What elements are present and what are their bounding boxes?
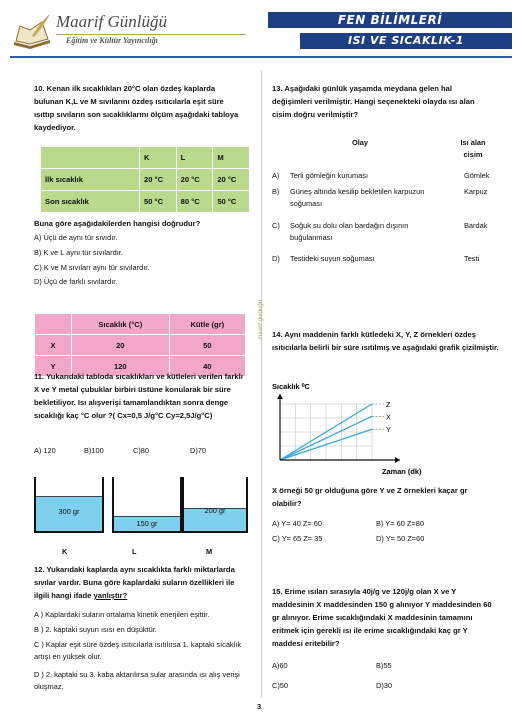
brand-tagline: Eğitim ve Kültür Yayıncılığı <box>66 36 158 45</box>
series-label-x: X <box>386 412 391 422</box>
q13-row-a-event: Terli gömleğin kuruması <box>290 171 369 180</box>
table-row <box>41 169 250 191</box>
water-mass-label: 300 gr <box>58 507 80 516</box>
series-label-z: Z <box>386 400 391 409</box>
q12-text-emph: yanlıştır? <box>93 591 128 600</box>
q11-option-b[interactable]: B)100 <box>84 446 104 455</box>
q14-option-d[interactable]: D) Y= 50 Z=60 <box>376 534 425 543</box>
q10-option-a[interactable]: A) Üçü de aynı tür sıvıdır. <box>34 233 118 242</box>
q12-text <box>34 563 248 602</box>
water-mass-label: 150 gr <box>136 519 158 528</box>
q15-option-d[interactable]: D)30 <box>376 681 393 690</box>
table-cell: Son sıcaklık <box>41 191 140 213</box>
beaker-l <box>112 477 182 533</box>
table-cell: 50 <box>169 335 245 356</box>
q10-option-c[interactable]: C) K ve M sıvıları aynı tür sıvılardır. <box>34 263 150 272</box>
q13-row-b-letter[interactable]: B) <box>272 187 280 196</box>
chart-xlabel: Zaman (dk) <box>382 467 422 476</box>
table-cell: 20 °C <box>213 169 250 191</box>
chart-series <box>280 400 391 460</box>
table-cell: İlk sıcaklık <box>41 169 140 191</box>
q14-option-a[interactable]: A) Y= 40 Z= 60 <box>272 519 322 528</box>
beaker-k-label: K <box>62 547 68 556</box>
q10-option-d[interactable]: D) Üçü de farklı sıvılardır. <box>34 277 118 286</box>
q10-prompt: Buna göre aşağıdakilerden hangisi doğrudur? <box>34 219 201 228</box>
beaker-m <box>182 477 248 533</box>
table-cell: X <box>35 335 72 356</box>
table-cell: Y <box>35 356 72 377</box>
q10-option-b[interactable]: B) K ve L aynı tür sıvılardır. <box>34 248 123 257</box>
q13-row-d-object: Testi <box>464 254 480 263</box>
q14-option-c[interactable]: C) Y= 65 Z= 35 <box>272 534 323 543</box>
table-cell: 40 <box>169 356 245 377</box>
q13-row-a-object: Gömlek <box>464 171 490 180</box>
brand-underline <box>56 34 246 35</box>
beaker-l-label: L <box>132 547 137 556</box>
q13-row-c-event: Soğuk su dolu olan bardağın dışının buğulanması <box>290 221 409 242</box>
q14-option-b[interactable]: B) Y= 60 Z=80 <box>376 519 424 528</box>
q13-row-a-letter[interactable]: A) <box>272 171 280 180</box>
table-cell: 120 <box>72 356 170 377</box>
y-axis-arrow <box>277 394 283 399</box>
q15-option-b[interactable]: B)55 <box>376 661 392 670</box>
table-row <box>35 335 246 356</box>
table-header <box>35 314 72 335</box>
subject-banner: FEN BİLİMLERİ <box>268 12 512 28</box>
book-quill-icon <box>12 12 52 52</box>
table-cell: 20 °C <box>176 169 213 191</box>
q13-row-c-letter[interactable]: C) <box>272 221 280 230</box>
q15-option-a[interactable]: A)60 <box>272 661 288 670</box>
chart-ylabel: Sıcaklık ⁰C <box>272 382 310 391</box>
beaker-m-label: M <box>206 547 213 556</box>
table-row <box>35 314 246 335</box>
q12-option-a[interactable]: A ) Kaplardaki suların ortalama kinetik enerjileri eşittir. <box>34 610 210 619</box>
q13-col-event: Olay <box>352 138 369 147</box>
column-divider <box>261 70 262 698</box>
q12-option-c[interactable]: C ) Kaplar eşit süre özdeş ısıtıcılarla ısıtılırsa 1. kaptaki sıcaklık artışı en yüksek olur. <box>34 640 242 661</box>
q13-row-d-event: Testideki suyun soğuması <box>290 254 375 263</box>
series-label-y: Y <box>386 425 391 435</box>
q12-option-b[interactable]: B ) 2. kaptaki suyun ısısı en düşüktür. <box>34 625 157 634</box>
table-cell: 50 °C <box>213 191 250 213</box>
water <box>36 496 102 531</box>
x-axis-arrow <box>395 457 400 463</box>
q15-text: 15. Erime ısıları sırasıyla 40j/g ve 120j/g olan X ve Y maddesinin X maddesinden 150 g alınıyor Y maddesinden 60 gr alınıyor. Erime sıcaklığındaki X maddesinin tamamını eritmek için gerekli ısı ile erime sıcaklığındaki kaç gr Y maddesi eritebilir? <box>272 587 492 648</box>
q13-col-object: Isı alan cisim <box>460 138 486 159</box>
topic-banner: ISI VE SICAKLIK-1 <box>300 33 512 49</box>
table-header: K <box>140 147 177 169</box>
q14-text: 14. Aynı maddenin farklı kütledeki X, Y, Z örnekleri özdeş ısıtıcılarla belirli bir süre ısıtılmış ve aşağıdaki grafik çizilmiştir. <box>272 330 499 352</box>
temperature-time-chart <box>272 380 502 480</box>
q14-question: X örneği 50 gr olduğuna göre Y ve Z örnekleri kaçar gr olabilir? <box>272 486 468 508</box>
table-cell: 50 °C <box>140 191 177 213</box>
q12-text-start: 12. Yukarıdaki kaplarda aynı sıcaklıkta farklı miktarlarda sıvılar vardır. Buna göre kaplardaki suların özellikleri ile ilgili hangi ifade <box>34 565 235 600</box>
q10-text: 10. Kenan ilk sıcaklıkları 20°C olan özdeş kaplarda bulunan K,L ve M sıvılarını özdeş ısıtıcılarla eşit süre ısıttıp sıvıların son sıcaklıklarını ölçüm aşağıdaki tabloya kaydediyor. <box>34 84 239 132</box>
q13-row-b-event: Güneş altında kesilip bekletilen karpuzun soğuması <box>290 187 425 208</box>
table-header: Sıcaklık (°C) <box>72 314 170 335</box>
table-row <box>41 191 250 213</box>
water <box>114 516 180 531</box>
q12-option-d[interactable]: D ) 2. kaptaki su 3. kaba aktarılırsa sular arasında ısı alış verişi oluşmaz. <box>34 670 240 691</box>
brand-name: Maarif Günlüğü <box>56 12 167 31</box>
header-rule <box>10 56 512 58</box>
q11-option-c[interactable]: C)80 <box>133 446 150 455</box>
q11-option-a[interactable]: A) 120 <box>34 446 56 455</box>
water-mass-label: 200 gr <box>204 506 226 515</box>
q13-row-b-object: Karpuz <box>464 187 488 196</box>
watermark: maarif günlüğü <box>258 300 264 340</box>
q15-option-c[interactable]: C)50 <box>272 681 289 690</box>
table-cell: 80 °C <box>176 191 213 213</box>
logo <box>12 8 252 58</box>
page-number: 3 <box>257 702 262 711</box>
table-header: M <box>213 147 250 169</box>
q11-option-d[interactable]: D)70 <box>190 446 207 455</box>
table-header: L <box>176 147 213 169</box>
beaker-k <box>34 477 104 533</box>
q13-text: 13. Aşağıdaki günlük yaşamda meydana gelen hal değişimleri verilmiştir. Hangi seçenekteki olayda ısı alan cisim doğru verilmiştir? <box>272 84 475 119</box>
q11-text: 11. Yukarıdaki tabloda sıcaklıkları ve kütleleri verilen farklı X ve Y metal çubuklar birbiri üstüne konularak bir süre bekletiliyor. Isı alışverişi tamamlandıktan sonra denge sıcaklığı kaç °C olur ?( Cx=0,5 J/g°C Cy=2,5J/g°C) <box>34 372 243 420</box>
table-header <box>41 147 140 169</box>
table-row <box>41 147 250 169</box>
table-cell: 20 <box>72 335 170 356</box>
q10-table <box>40 146 250 213</box>
table-header: Kütle (gr) <box>169 314 245 335</box>
q11-table <box>34 313 246 377</box>
table-cell: 20 °C <box>140 169 177 191</box>
q13-row-d-letter[interactable]: D) <box>272 254 280 263</box>
q13-row-c-object: Bardak <box>464 221 488 230</box>
